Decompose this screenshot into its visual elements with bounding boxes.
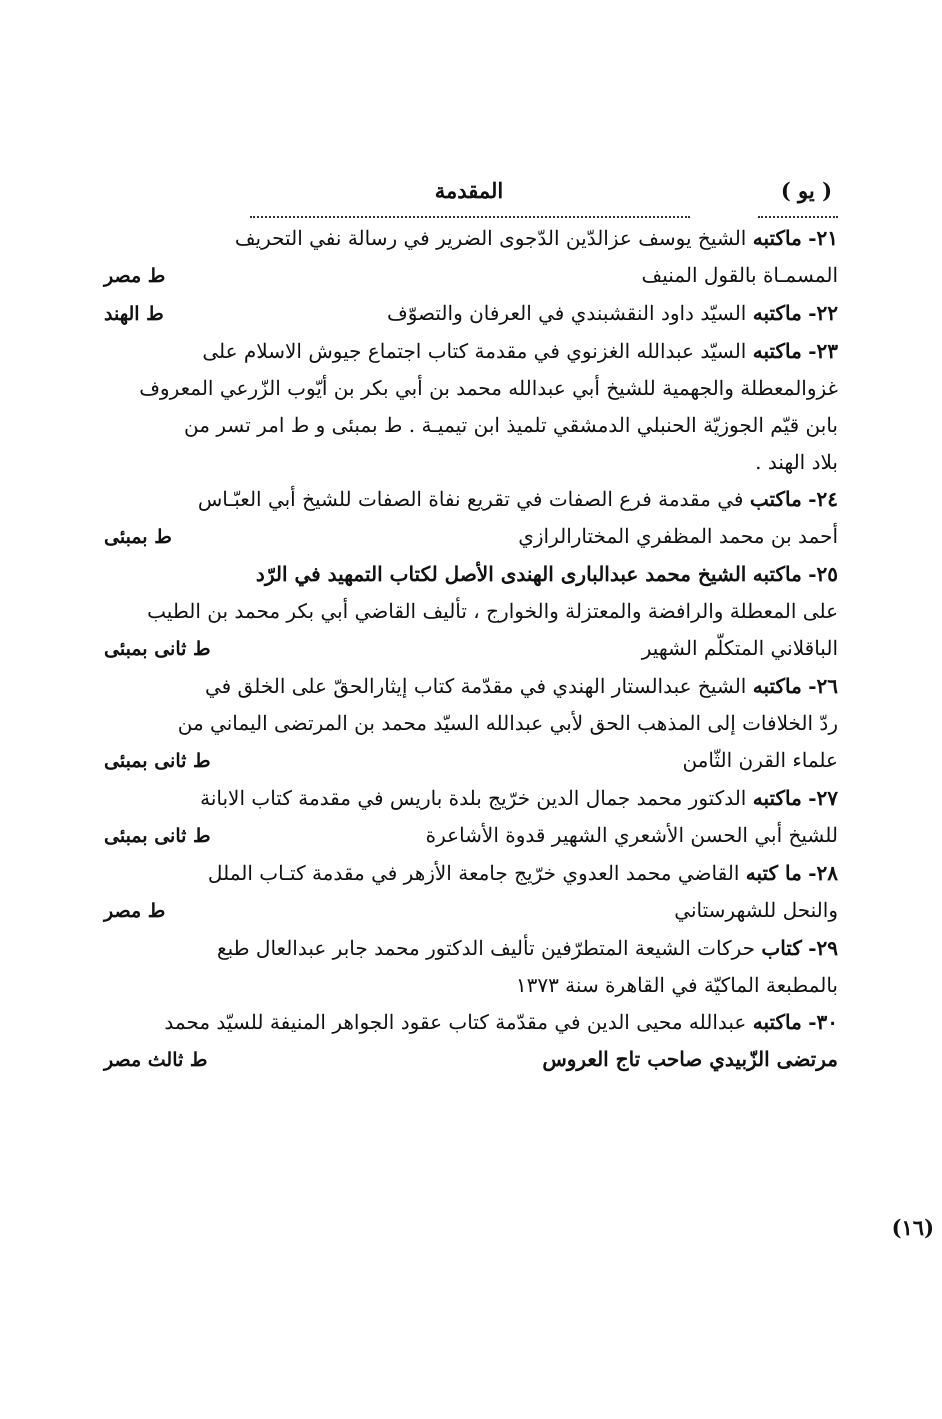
entry-23-line-1: ٢٣- ماكتبه السيّد عبدالله الغزنوي في مقدمة كتاب اجتماع جيوش الاسلام على bbox=[202, 339, 838, 363]
entry-23-line-2: غزوالمعطلة والجهمية للشيخ أبي عبدالله محمد بن أبي بكر بن أيّوب الزّرعي المعروف bbox=[139, 376, 838, 400]
entry-25-publication: ط ثانى بمبئى bbox=[104, 638, 211, 660]
entry-25-line-3: الباقلاني المتكلّم الشهير ط ثانى بمبئى bbox=[100, 634, 838, 664]
page-header bbox=[100, 176, 838, 210]
page-number: (١٦) bbox=[891, 1215, 934, 1240]
header-dotted-rule bbox=[250, 216, 690, 218]
entry-26-publication: ط ثانى بمبئى bbox=[104, 750, 211, 772]
entry-29-line-2: بالمطبعة الماكيّة في القاهرة سنة ١٣٧٣ bbox=[515, 973, 838, 997]
entry-24-publication: ط بمبئى bbox=[104, 526, 172, 548]
entry-26-line-3: علماء القرن الثّامن ط ثانى بمبئى bbox=[100, 746, 838, 776]
entry-27-line-1: ٢٧- ماكتبه الدكتور محمد جمال الدين خرّيج بلدة باريس في مقدمة كتاب الابانة bbox=[200, 786, 838, 810]
entry-24-line-1: ٢٤- ماكتب في مقدمة فرع الصفات في تقريع نفاة الصفات للشيخ أبي العبّـاس bbox=[197, 487, 838, 511]
entry-30-line-1: ٣٠- ماكتبه عبدالله محيى الدين في مقدّمة كتاب عقود الجواهر المنيفة للسيّد محمد bbox=[164, 1010, 838, 1034]
entry-26-line-2: ردّ الخلافات إلى المذهب الحق لأبي عبدالله السيّد محمد بن المرتضى اليماني من bbox=[177, 711, 838, 735]
header-page-label: ( يو ) bbox=[780, 178, 832, 203]
entry-28-publication: ط مصر bbox=[104, 900, 166, 922]
entry-21-line-1: ٢١- ماكتبه الشيخ يوسف عزالدّين الدّجوى الضرير في رسالة نفي التحريف bbox=[234, 226, 838, 250]
entry-28-line-2: والنحل للشهرستاني ط مصر bbox=[100, 896, 838, 926]
entry-27-line-2: للشيخ أبي الحسن الأشعري الشهير قدوة الأشاعرة ط ثانى بمبئى bbox=[100, 821, 838, 851]
entry-23-line-4: بلاد الهند . bbox=[755, 450, 838, 474]
entry-21-line-2: المسمـاة بالقول المنيف ط مصر bbox=[100, 261, 838, 291]
entry-21-publication: ط مصر bbox=[104, 265, 166, 287]
entry-28-line-1: ٢٨- ما كتبه القاضي محمد العدوي خرّيج جامعة الأزهر في مقدمة كتـاب الملل bbox=[207, 861, 838, 885]
header-title: المقدمة bbox=[434, 178, 504, 203]
header-dotted-rule-small bbox=[758, 216, 838, 218]
document-page bbox=[100, 176, 838, 1083]
entry-25-line-1: ٢٥- ماكتبه الشيخ محمد عبدالبارى الهندى الأصل لكتاب التمهيد في الرّد bbox=[255, 562, 838, 586]
entries-list bbox=[100, 224, 838, 1075]
entry-30-line-2: مرتضى الزّبيدي صاحب تاج العروس ط ثالث مصر bbox=[100, 1045, 838, 1075]
entry-22-publication: ط الهند bbox=[104, 303, 164, 325]
entry-24-line-2: أحمد بن محمد المظفري المختارالرازي ط بمبئى bbox=[100, 522, 838, 552]
entry-23-line-3: بابن قيّم الجوزيّة الحنبلي الدمشقي تلميذ ابن تيميـة . ط بمبئى و ط امر تسر من bbox=[184, 413, 838, 437]
entry-29-line-1: ٢٩- كتاب حركات الشيعة المتطرّفين تأليف الدكتور محمد جابر عبدالعال طبع bbox=[216, 936, 838, 960]
entry-22-line-1: ٢٢- ماكتبه السيّد داود النقشبندي في العرفان والتصوّف ط الهند bbox=[100, 299, 838, 329]
entry-25-line-2: على المعطلة والرافضة والمعتزلة والخوارج ، تأليف القاضي أبي بكر محمد بن الطيب bbox=[147, 599, 838, 623]
entry-27-publication: ط ثانى بمبئى bbox=[104, 825, 211, 847]
entry-30-publication: ط ثالث مصر bbox=[104, 1049, 208, 1071]
entry-26-line-1: ٢٦- ماكتبه الشيخ عبدالستار الهندي في مقدّمة كتاب إيثارالحقّ على الخلق في bbox=[204, 674, 838, 698]
